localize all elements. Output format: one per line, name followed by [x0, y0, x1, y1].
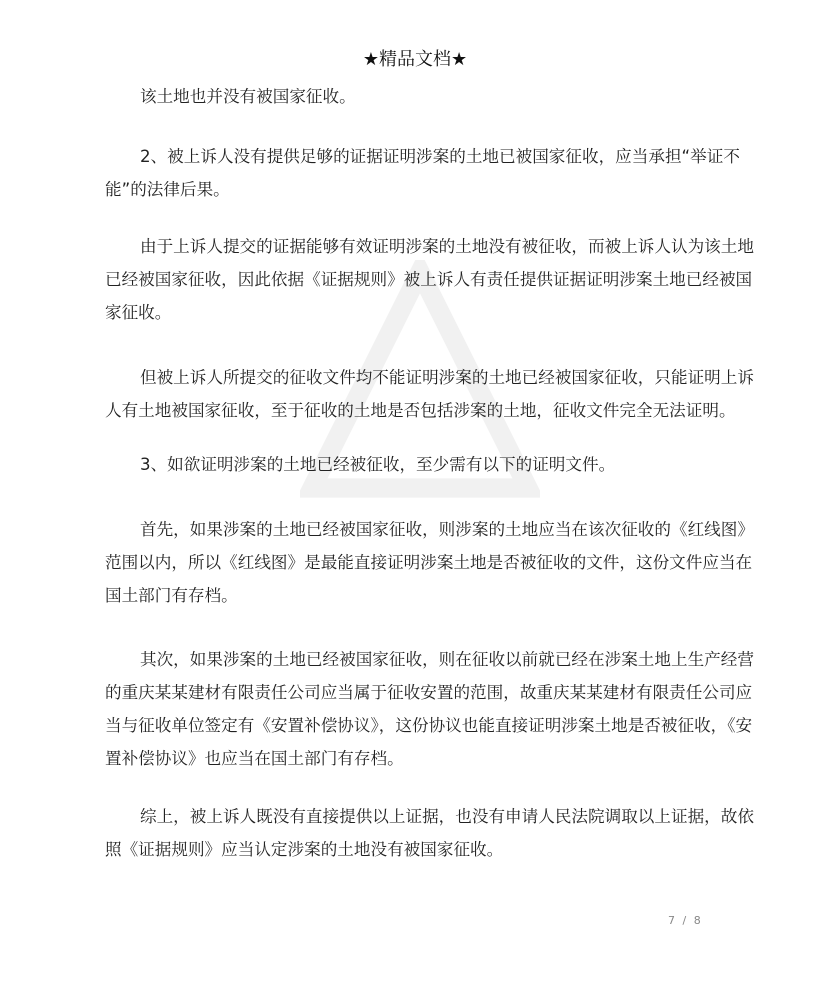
paragraph-line: 该土地也并没有被国家征收。 — [140, 87, 356, 106]
paragraph-line: 照《证据规则》应当认定涉案的土地没有被国家征收。 — [105, 840, 504, 859]
paragraph-line: 家征收。 — [105, 303, 172, 322]
paragraph-line: 但被上诉人所提交的征收文件均不能证明涉案的土地已经被国家征收，只能证明上诉 — [140, 368, 754, 387]
page-number: 7 / 8 — [668, 914, 703, 927]
paragraph-line: 当与征收单位签定有《安置补偿协议》，这份协议也能直接证明涉案土地是否被征收，《安 — [105, 716, 753, 735]
paragraph-line: 2、被上诉人没有提供足够的证据证明涉案的土地已被国家征收，应当承担“举证不 — [140, 147, 740, 166]
document-header: ★精品文档★ — [362, 49, 468, 70]
paragraph-line: 已经被国家征收，因此依据《证据规则》被上诉人有责任提供证据证明涉案土地已经被国 — [105, 270, 753, 289]
paragraph-line: 的重庆某某建材有限责任公司应当属于征收安置的范围，故重庆某某建材有限责任公司应 — [105, 683, 753, 702]
paragraph-line: 人有土地被国家征收，至于征收的土地是否包括涉案的土地，征收文件完全无法证明。 — [105, 401, 736, 420]
paragraph-line: 首先，如果涉案的土地已经被国家征收，则涉案的土地应当在该次征收的《红线图》 — [140, 520, 754, 539]
paragraph-line: 3、如欲证明涉案的土地已经被征收，至少需有以下的证明文件。 — [140, 455, 616, 474]
paragraph-line: 综上，被上诉人既没有直接提供以上证据，也没有申请人民法院调取以上证据，故依 — [140, 807, 754, 826]
paragraph-line: 置补偿协议》也应当在国土部门有存档。 — [105, 749, 404, 768]
paragraph-line: 国土部门有存档。 — [105, 586, 238, 605]
paragraph-line: 由于上诉人提交的证据能够有效证明涉案的土地没有被征收，而被上诉人认为该土地 — [140, 237, 754, 256]
paragraph-line: 范围以内，所以《红线图》是最能直接证明涉案土地是否被征收的文件，这份文件应当在 — [105, 553, 753, 572]
paragraph-line: 能”的法律后果。 — [105, 180, 230, 199]
paragraph-line: 其次，如果涉案的土地已经被国家征收，则在征收以前就已经在涉案土地上生产经营 — [140, 650, 754, 669]
